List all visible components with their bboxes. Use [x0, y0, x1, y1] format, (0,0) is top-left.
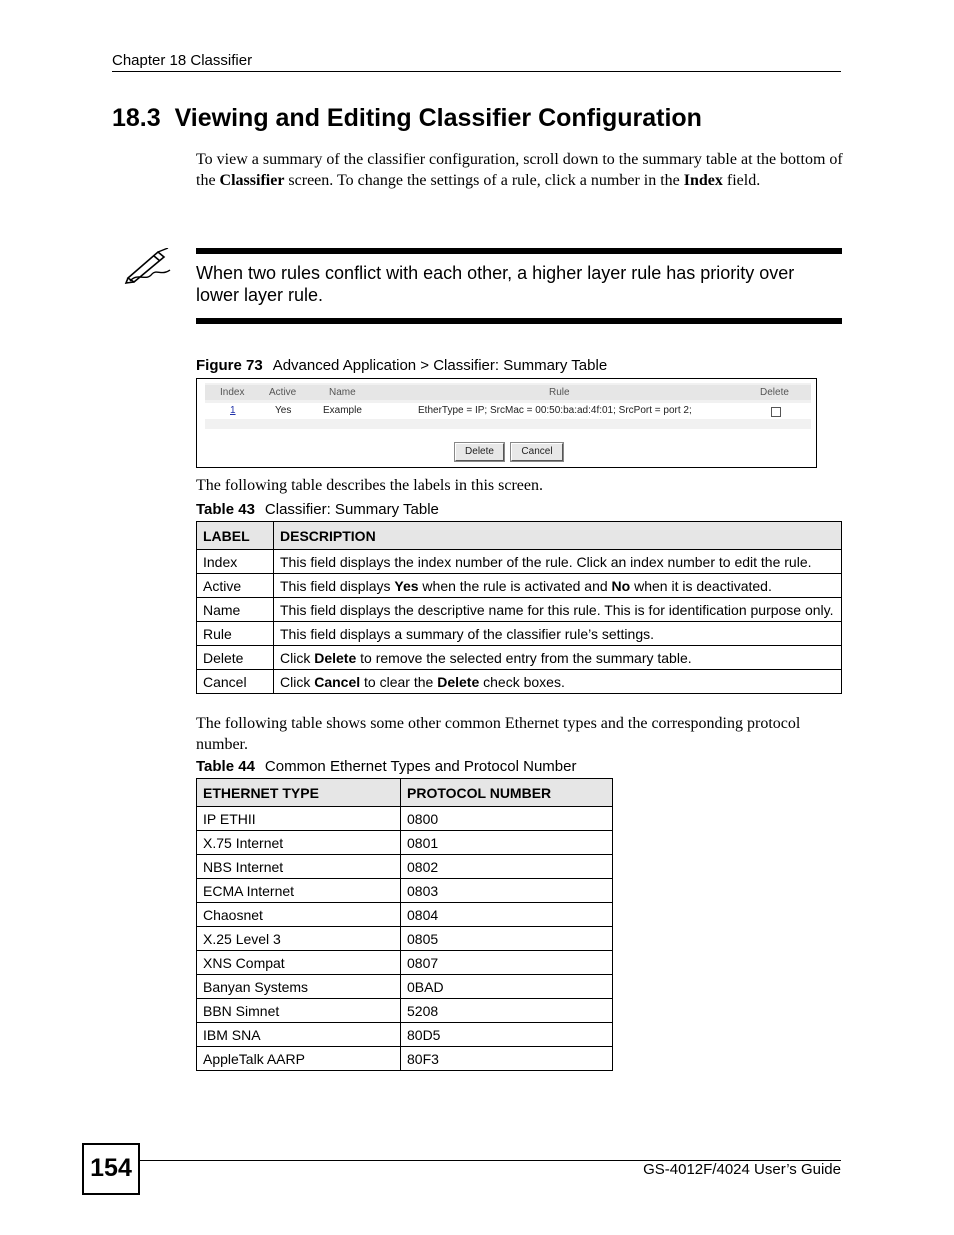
protocol-number-cell: 0807 [401, 951, 613, 975]
table-row [197, 550, 842, 574]
header-rule [112, 71, 841, 72]
description-bold: Cancel [314, 673, 361, 690]
table-row [197, 927, 613, 951]
index-link[interactable]: 1 [230, 405, 236, 416]
table-row [197, 1023, 613, 1047]
table-row [197, 855, 613, 879]
description-text: check boxes. [479, 673, 565, 690]
table43 [196, 521, 842, 694]
summary-table-row [205, 403, 811, 419]
description-cell [274, 574, 842, 598]
ethernet-type-cell: Banyan Systems [197, 975, 401, 999]
table43-caption [196, 501, 439, 518]
ethernet-type-header: ETHERNET TYPE [197, 779, 401, 807]
table44-label: Table 44 [196, 758, 255, 775]
col-active: Active [269, 387, 297, 398]
table44-title: Common Ethernet Types and Protocol Number [264, 758, 577, 775]
table44-header-row [197, 779, 613, 807]
col-delete: Delete [760, 387, 789, 398]
table-row [197, 807, 613, 831]
summary-table-header [205, 385, 811, 400]
label-cell: Delete [197, 646, 274, 670]
cancel-button[interactable]: Cancel [511, 443, 563, 461]
description-cell [274, 646, 842, 670]
protocol-number-cell: 0BAD [401, 975, 613, 999]
ethernet-type-cell: ECMA Internet [197, 879, 401, 903]
note-pencil-icon [124, 248, 176, 284]
description-bold: Yes [394, 577, 419, 594]
table-row [197, 574, 842, 598]
label-cell: Index [197, 550, 274, 574]
table43-label: Table 43 [196, 501, 255, 518]
protocol-number-cell: 0804 [401, 903, 613, 927]
protocol-number-cell: 5208 [401, 999, 613, 1023]
figure-caption [196, 357, 607, 374]
figure-title: Advanced Application > Classifier: Summary Table [272, 357, 608, 374]
protocol-number-cell: 0802 [401, 855, 613, 879]
delete-button[interactable]: Delete [455, 443, 504, 461]
note-bottom-bar [196, 318, 842, 324]
figure-screenshot [196, 378, 817, 468]
table43-header-row [197, 522, 842, 550]
description-bold: Delete [314, 649, 357, 666]
section-title-text: Viewing and Editing Classifier Configuration [174, 104, 702, 132]
table-row [197, 999, 613, 1023]
ethernet-type-cell: X.25 Level 3 [197, 927, 401, 951]
name-value: Example [323, 405, 362, 416]
label-cell: Cancel [197, 670, 274, 694]
description-text: to clear the [360, 673, 438, 690]
protocol-number-cell: 0805 [401, 927, 613, 951]
ethernet-type-cell: XNS Compat [197, 951, 401, 975]
table-row [197, 646, 842, 670]
table-row [197, 975, 613, 999]
table43-title: Classifier: Summary Table [264, 501, 439, 518]
description-cell [274, 550, 842, 574]
description-text: Click [280, 649, 315, 666]
chapter-header: Chapter 18 Classifier [112, 52, 253, 69]
table-row [197, 598, 842, 622]
protocol-number-cell: 0803 [401, 879, 613, 903]
description-bold: No [611, 577, 631, 594]
section-number: 18.3 [112, 104, 161, 132]
protocol-number-header: PROTOCOL NUMBER [401, 779, 613, 807]
table-row [197, 879, 613, 903]
protocol-number-cell: 0800 [401, 807, 613, 831]
description-cell [274, 622, 842, 646]
description-cell [274, 598, 842, 622]
protocol-number-cell: 0801 [401, 831, 613, 855]
table44 [196, 778, 613, 1071]
ethernet-type-cell: X.75 Internet [197, 831, 401, 855]
description-text: when the rule is activated and [418, 577, 612, 594]
table43-intro: The following table describes the labels in this screen. [196, 477, 544, 494]
description-text: when it is deactivated. [630, 577, 772, 594]
protocol-number-cell: 80F3 [401, 1047, 613, 1071]
intro-paragraph [196, 149, 844, 191]
summary-table-panel [205, 383, 811, 429]
guide-title: GS-4012F/4024 User’s Guide [643, 1161, 841, 1178]
active-value: Yes [275, 405, 292, 416]
table44-intro: The following table shows some other common Ethernet types and the corresponding protocol number. [196, 715, 801, 753]
label-cell: Name [197, 598, 274, 622]
ethernet-type-cell: Chaosnet [197, 903, 401, 927]
intro-bold-index: Index [683, 172, 723, 189]
note-top-bar [196, 248, 842, 254]
col-index: Index [220, 387, 245, 398]
description-text: Click [280, 673, 315, 690]
table44-caption [196, 758, 576, 775]
col-name: Name [329, 387, 356, 398]
table-row [197, 622, 842, 646]
col-rule: Rule [549, 387, 570, 398]
label-cell: Rule [197, 622, 274, 646]
ethernet-type-cell: IP ETHII [197, 807, 401, 831]
section-title [112, 104, 702, 133]
ethernet-type-cell: AppleTalk AARP [197, 1047, 401, 1071]
description-text: This field displays a summary of the classifier rule’s settings. [280, 625, 654, 642]
description-text: This field displays the index number of the rule. Click an index number to edit the rule. [280, 553, 812, 570]
table-row [197, 831, 613, 855]
table-row [197, 951, 613, 975]
intro-text-3: field. [722, 172, 761, 189]
intro-bold-classifier: Classifier [219, 172, 285, 189]
description-text: This field displays [280, 577, 395, 594]
intro-text-2: screen. To change the settings of a rule, click a number in the [284, 172, 684, 189]
label-cell: Active [197, 574, 274, 598]
description-cell [274, 670, 842, 694]
table-row [197, 903, 613, 927]
ethernet-type-cell: NBS Internet [197, 855, 401, 879]
figure-label: Figure 73 [196, 357, 263, 374]
description-bold: Delete [437, 673, 480, 690]
ethernet-type-cell: IBM SNA [197, 1023, 401, 1047]
table-row [197, 1047, 613, 1071]
description-header: DESCRIPTION [274, 522, 842, 550]
description-text: This field displays the descriptive name for this rule. This is for identification purpose only. [280, 601, 834, 618]
rule-value: EtherType = IP; SrcMac = 00:50:ba:ad:4f:01; SrcPort = port 2; [418, 405, 692, 416]
protocol-number-cell: 80D5 [401, 1023, 613, 1047]
description-text: to remove the selected entry from the summary table. [356, 649, 692, 666]
label-header: LABEL [197, 522, 274, 550]
intro-text-1: To view a summary of the classifier configuration, scroll down to the summary table at the bottom of the [196, 151, 843, 189]
delete-checkbox[interactable] [771, 407, 781, 417]
note-text: When two rules conflict with each other, a higher layer rule has priority over lower layer rule. [196, 263, 795, 305]
page-number: 154 [82, 1143, 140, 1195]
ethernet-type-cell: BBN Simnet [197, 999, 401, 1023]
table-row [197, 670, 842, 694]
